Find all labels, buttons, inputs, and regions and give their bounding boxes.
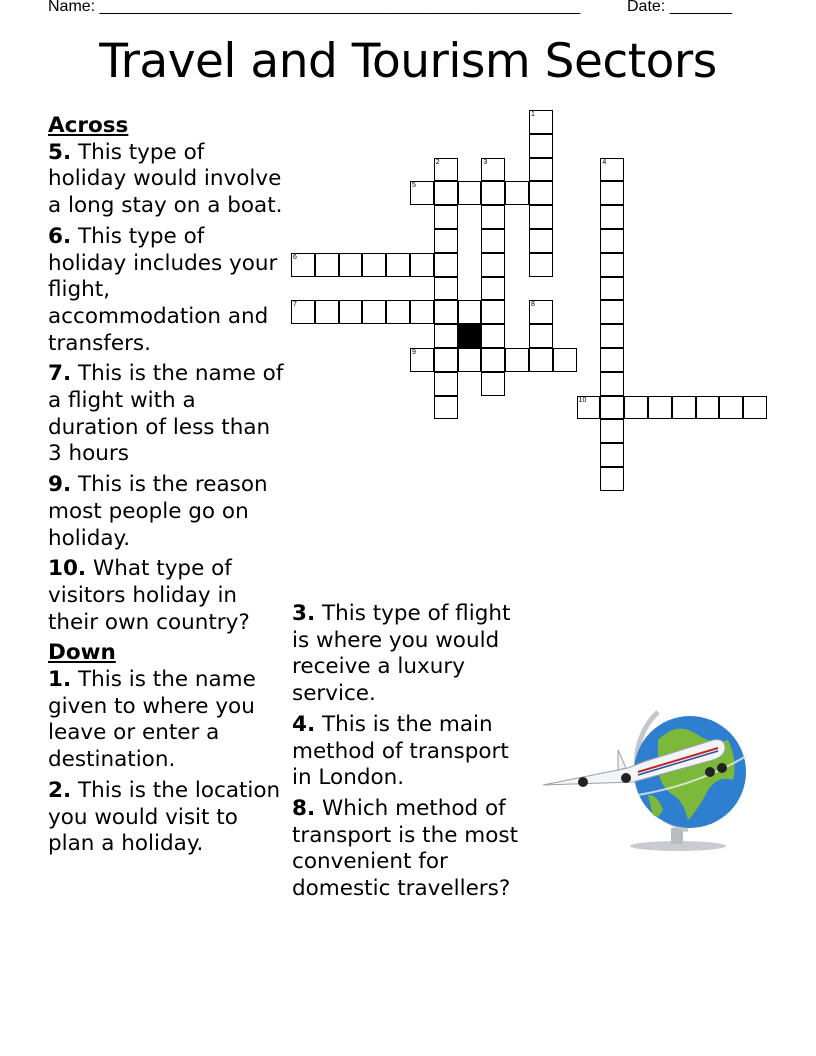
grid-cell[interactable] [386, 300, 410, 324]
grid-cell[interactable] [600, 253, 624, 277]
grid-cell[interactable] [434, 158, 458, 182]
grid-cell[interactable] [672, 396, 696, 420]
grid-cell[interactable] [362, 253, 386, 277]
page-title: Travel and Tourism Sectors [99, 34, 717, 89]
grid-cell[interactable] [529, 158, 553, 182]
grid-cell[interactable] [481, 181, 505, 205]
grid-cell[interactable] [600, 324, 624, 348]
clue-across-10: 10. What type of visitors holiday in their own country? [48, 556, 250, 635]
grid-cell[interactable] [600, 181, 624, 205]
grid-cell[interactable] [315, 300, 339, 324]
grid-cell[interactable] [410, 253, 434, 277]
grid-cell[interactable] [529, 134, 553, 158]
grid-cell[interactable] [600, 229, 624, 253]
grid-cell[interactable] [600, 205, 624, 229]
grid-cell[interactable] [600, 300, 624, 324]
grid-clue-number: 2 [435, 158, 440, 166]
grid-cell[interactable] [719, 396, 743, 420]
grid-cell[interactable] [648, 396, 672, 420]
grid-cell[interactable] [410, 181, 434, 205]
grid-cell[interactable] [600, 348, 624, 372]
date-line: _______ [669, 0, 732, 15]
grid-cell[interactable] [743, 396, 767, 420]
grid-cell[interactable] [481, 324, 505, 348]
grid-cell[interactable] [696, 396, 720, 420]
grid-cell[interactable] [529, 229, 553, 253]
grid-clue-number: 9 [412, 349, 416, 356]
clue-across-5: 5. This type of holiday would involve a long stay on a boat. [48, 139, 283, 219]
down-heading: Down [48, 640, 116, 666]
grid-cell[interactable] [434, 181, 458, 205]
grid-cell[interactable] [434, 324, 458, 348]
grid-cell[interactable] [600, 396, 624, 420]
grid-cell[interactable] [339, 300, 363, 324]
grid-cell[interactable] [505, 348, 529, 372]
grid-cell[interactable] [529, 324, 553, 348]
grid-cell[interactable] [434, 205, 458, 229]
grid-black-cell [458, 324, 482, 348]
grid-cell[interactable] [553, 348, 577, 372]
grid-cell[interactable] [434, 396, 458, 420]
grid-cell[interactable] [481, 205, 505, 229]
across-heading: Across [48, 113, 129, 138]
grid-clue-number: 3 [483, 158, 488, 166]
clues-left-column [48, 113, 288, 862]
grid-cell[interactable] [410, 300, 434, 324]
airplane-globe-illustration [538, 700, 758, 855]
clue-down-1: 1. This is the name given to where you leave or enter a destination. [48, 667, 256, 773]
clues-right-column [292, 601, 522, 907]
grid-cell[interactable] [481, 229, 505, 253]
grid-cell[interactable] [624, 396, 648, 420]
clue-down-2: 2. This is the location you would visit to plan a holiday. [48, 777, 281, 857]
grid-cell[interactable] [291, 300, 315, 324]
grid-cell[interactable] [577, 396, 601, 420]
grid-cell[interactable] [458, 348, 482, 372]
grid-cell[interactable] [481, 348, 505, 372]
grid-cell[interactable] [505, 181, 529, 205]
grid-cell[interactable] [529, 348, 553, 372]
grid-cell[interactable] [529, 181, 553, 205]
grid-clue-number: 1 [531, 111, 535, 118]
grid-cell[interactable] [529, 205, 553, 229]
grid-cell[interactable] [315, 253, 339, 277]
clue-down-8: 8. Which method of transport is the most convenient for domestic travellers? [292, 795, 519, 902]
grid-cell[interactable] [529, 300, 553, 324]
clue-across-7: 7. This is the name of a flight with a duration of less than 3 hours [48, 361, 284, 467]
grid-cell[interactable] [600, 467, 624, 491]
grid-cell[interactable] [458, 300, 482, 324]
name-field[interactable] [48, 0, 580, 16]
grid-cell[interactable] [600, 372, 624, 396]
clue-down-4: 4. This is the main method of transport in London. [292, 711, 509, 791]
grid-cell[interactable] [600, 277, 624, 301]
grid-clue-number: 4 [602, 158, 607, 166]
grid-cell[interactable] [481, 253, 505, 277]
clue-down-3: 3. This type of flight is where you would receive a luxury service. [292, 601, 511, 707]
clue-across-9: 9. This is the reason most people go on holiday. [48, 472, 268, 551]
grid-cell[interactable] [600, 443, 624, 467]
grid-clue-number: 8 [531, 301, 535, 309]
date-field[interactable] [627, 0, 732, 16]
grid-clue-number: 7 [293, 301, 297, 309]
grid-cell[interactable] [529, 253, 553, 277]
grid-cell[interactable] [434, 372, 458, 396]
grid-clue-number: 10 [578, 396, 587, 404]
grid-cell[interactable] [481, 277, 505, 301]
grid-cell[interactable] [434, 300, 458, 324]
grid-cell[interactable] [434, 229, 458, 253]
grid-cell[interactable] [291, 253, 315, 277]
grid-cell[interactable] [410, 348, 434, 372]
grid-cell[interactable] [600, 419, 624, 443]
grid-clue-number: 6 [293, 253, 297, 261]
grid-cell[interactable] [434, 348, 458, 372]
grid-cell[interactable] [434, 253, 458, 277]
grid-cell[interactable] [481, 300, 505, 324]
name-line: ______________________________________________________ [99, 0, 581, 15]
grid-cell[interactable] [481, 372, 505, 396]
grid-cell[interactable] [386, 253, 410, 277]
grid-clue-number: 5 [412, 182, 416, 190]
name-label: Name: [48, 0, 96, 15]
grid-cell[interactable] [362, 300, 386, 324]
grid-cell[interactable] [458, 181, 482, 205]
grid-cell[interactable] [434, 277, 458, 301]
grid-cell[interactable] [600, 158, 624, 182]
clue-across-6: 6. This type of holiday includes your flight, accommodation and transfers. [48, 223, 278, 356]
date-label: Date: [627, 0, 666, 15]
grid-cell[interactable] [529, 110, 553, 134]
grid-cell[interactable] [481, 158, 505, 182]
grid-cell[interactable] [339, 253, 363, 277]
